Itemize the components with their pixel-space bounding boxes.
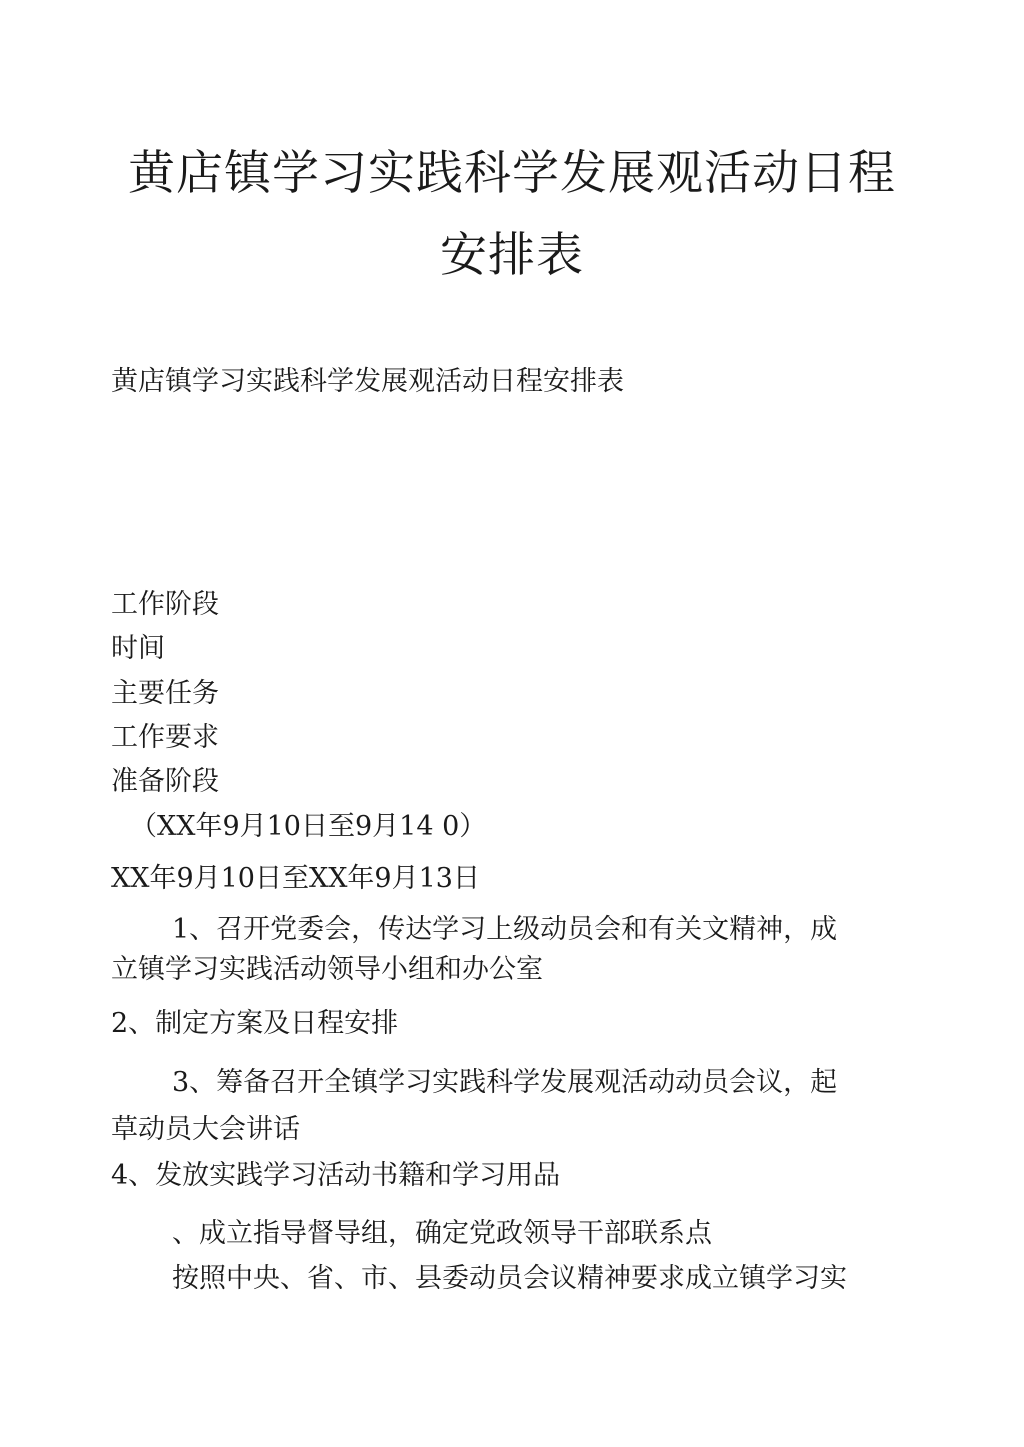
task-3-line-2: 草动员大会讲话 (111, 1114, 300, 1145)
document-subtitle: 黄店镇学习实践科学发展观活动日程安排表 (111, 366, 624, 397)
header-tasks: 主要任务 (111, 678, 219, 709)
header-requirements: 工作要求 (111, 722, 219, 753)
document-title-line-2: 安排表 (440, 228, 584, 283)
task-1-line-2: 立镇学习实践活动领导小组和办公室 (111, 954, 543, 985)
task-5: 、成立指导督导组，确定党政领导干部联系点 (172, 1218, 712, 1249)
stage-name: 准备阶段 (111, 766, 219, 797)
task-2: 2、制定方案及日程安排 (111, 1008, 399, 1039)
header-time: 时间 (111, 633, 165, 664)
task-4: 4、发放实践学习活动书籍和学习用品 (111, 1160, 561, 1191)
time-range: XX年9月10日至XX年9月13日 (111, 863, 480, 894)
document-title-line-1: 黄店镇学习实践科学发展观活动日程 (128, 146, 896, 201)
task-1-line-1: 1、召开党委会，传达学习上级动员会和有关文精神，成 (172, 914, 838, 945)
header-stage: 工作阶段 (111, 589, 219, 620)
requirement-line-1: 按照中央、省、市、县委动员会议精神要求成立镇学习实 (172, 1263, 847, 1294)
task-3-line-1: 3、筹备召开全镇学习实践科学发展观活动动员会议，起 (172, 1067, 838, 1098)
stage-period: （XX年9月10日至9月14 0） (130, 811, 487, 842)
